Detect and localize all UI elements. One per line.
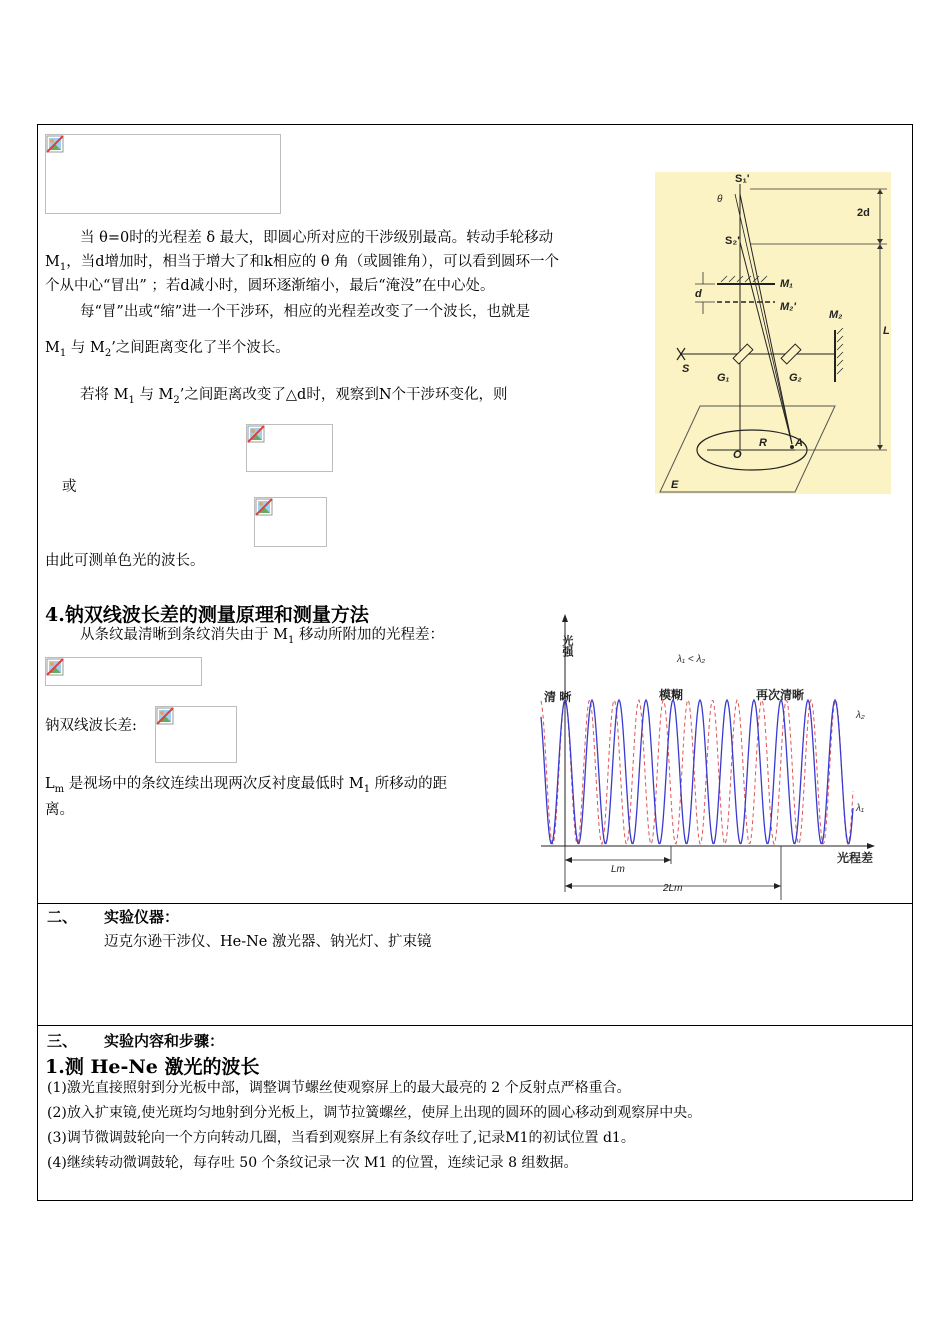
- label-l: L: [883, 325, 890, 337]
- formula-image-3: [45, 657, 202, 686]
- x-axis-label: 光程差: [837, 851, 874, 865]
- label-m2-prime: M₂': [780, 301, 796, 313]
- two-lm-label: 2Lm: [663, 883, 683, 894]
- broken-image-icon: [46, 135, 64, 153]
- fringe-chart: [537, 610, 882, 903]
- label-a: A: [795, 437, 803, 449]
- divider-section-2: [37, 903, 913, 904]
- lm-label: Lm: [611, 864, 625, 875]
- section2-title: 实验仪器：: [104, 908, 180, 926]
- label-s1: S₁': [735, 173, 750, 185]
- section2-number: 二、: [47, 908, 78, 926]
- divider-section-3: [37, 1025, 913, 1026]
- step-2: (2)放入扩束镜,使光斑均匀地射到分光板上，调节拉簧螺丝，使屏上出现的圆环的圆心移动到观察屏中央。: [47, 1105, 702, 1121]
- para3-line: 若将 $M_1$ 与 $M_2$’之间距离改变了△d时，观察到N个干涉环变化，则: [80, 387, 508, 406]
- label-g1: G₁: [717, 372, 730, 384]
- label-o: O: [733, 449, 742, 461]
- broken-image-icon: [247, 425, 265, 443]
- diagram-background: [655, 172, 891, 494]
- conclusion-text: 由此可测单色光的波长。: [45, 553, 205, 569]
- label-e: E: [671, 479, 679, 491]
- label-s2: S₂': [725, 235, 740, 247]
- legend-lambda2: λ₂: [856, 710, 865, 721]
- section3-number: 三、: [47, 1032, 78, 1050]
- section4-title: 4.钠双线波长差的测量原理和测量方法: [45, 604, 369, 626]
- label-r: R: [759, 437, 767, 449]
- y-axis-label: 光强: [561, 635, 573, 657]
- formula-image-4: [155, 706, 237, 763]
- label-m2: M₂: [829, 309, 843, 321]
- broken-image-icon: [46, 658, 64, 676]
- para2-line2: $M_1$ 与 $M_2$’之间距离变化了半个波长。: [45, 340, 290, 359]
- label-theta: θ: [717, 194, 723, 205]
- step-1: (1)激光直接照射到分光板中部，调整调节螺丝使观察屏上的最大最亮的 2 个反射点严格重合。: [47, 1080, 631, 1096]
- label-clear: 清 晰: [544, 690, 572, 704]
- arrowhead: [565, 883, 572, 889]
- label-2d: 2d: [857, 207, 870, 219]
- section4-line1: 从条纹最清晰到条纹消失由于 $M_1$ 移动所附加的光程差：: [80, 627, 444, 646]
- label-g2: G₂: [789, 372, 802, 384]
- para1-line2: $M_1$，当d增加时，相当于增大了和k相应的 θ 角（或圆锥角），可以看到圆环一个: [45, 254, 559, 273]
- para1-line1: 当 θ=0时的光程差 δ 最大，即圆心所对应的干涉级别最高。转动手轮移动: [80, 230, 554, 246]
- label-blurry: 模糊: [659, 688, 684, 702]
- michelson-diagram: [655, 172, 891, 494]
- formula-image-1: [246, 424, 333, 472]
- section3-title: 实验内容和步骤：: [104, 1032, 225, 1050]
- arrowhead: [565, 857, 572, 863]
- broken-image: [45, 134, 281, 214]
- x-axis-arrow: [867, 843, 875, 849]
- label-d: d: [695, 288, 702, 300]
- step-4: (4)继续转动微调鼓轮，每存吐 50 个条纹记录一次 M1 的位置，连续记录 8 组数据。: [47, 1155, 578, 1171]
- or-text: 或: [62, 479, 77, 495]
- para1-line3: 个从中心“冒出” ；若d减小时，圆环逐渐缩小，最后“淹没”在中心处。: [45, 278, 495, 294]
- arrowhead: [664, 857, 671, 863]
- subsection-title: 1.测 He-Ne 激光的波长: [45, 1056, 260, 1078]
- lm-line1: $L_m$ 是视场中的条纹连续出现两次反衬度最低时 $M_1$ 所移动的距: [45, 776, 448, 795]
- wavelength-condition: λ₁ < λ₂: [677, 654, 706, 665]
- broken-image-icon: [156, 707, 174, 725]
- label-clear-again: 再次清晰: [756, 688, 805, 702]
- label-s: S: [682, 363, 690, 375]
- lm-line2: 离。: [45, 802, 74, 818]
- step-3: (3)调节微调鼓轮向一个方向转动几圈，当看到观察屏上有条纹存吐了,记录M1的初试位置 d1。: [47, 1130, 635, 1146]
- equipment-list: 迈克尔逊干涉仪、He-Ne 激光器、钠光灯、扩束镜: [104, 934, 432, 950]
- legend-lambda1: λ₁: [856, 803, 865, 814]
- para2-line1: 每“冒”出或“缩”进一个干涉环，相应的光程差改变了一个波长，也就是: [80, 304, 531, 320]
- arrowhead: [774, 883, 781, 889]
- label-m1: M₁: [780, 278, 794, 290]
- point-a: [790, 445, 794, 449]
- formula-image-2: [254, 497, 327, 547]
- diff-label: 钠双线波长差:: [45, 718, 137, 734]
- y-axis-arrow: [562, 614, 568, 622]
- broken-image-icon: [255, 498, 273, 516]
